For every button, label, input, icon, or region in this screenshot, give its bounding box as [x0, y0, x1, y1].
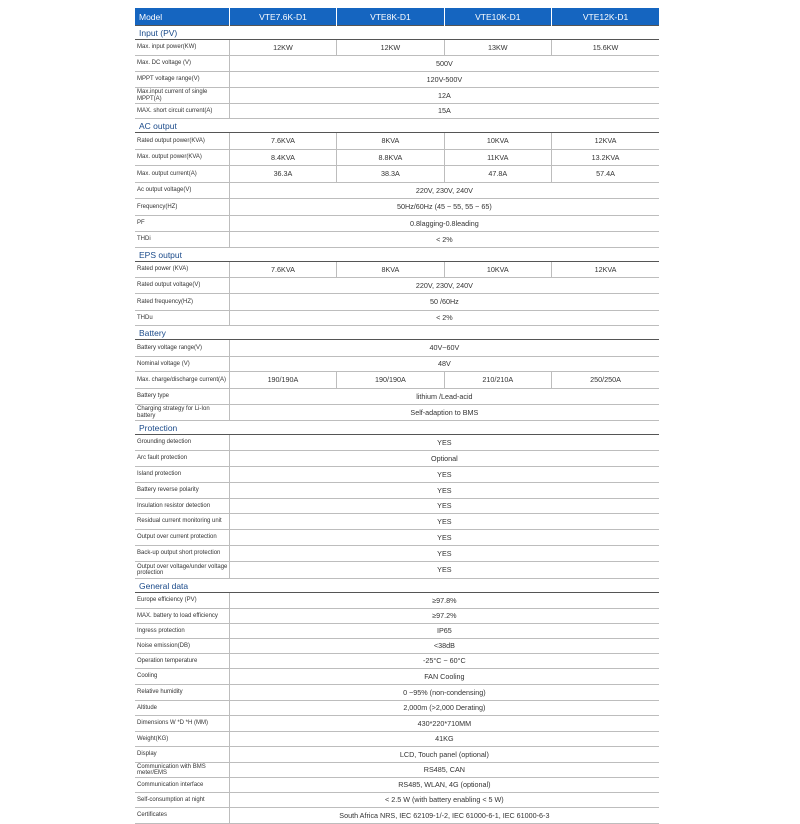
spec-row	[135, 405, 659, 421]
spec-table	[135, 8, 659, 824]
spec-value: YES	[229, 435, 659, 451]
spec-row	[135, 278, 659, 294]
spec-row	[135, 499, 659, 514]
spec-row	[135, 232, 659, 248]
spec-value: 430*220*710MM	[229, 716, 659, 732]
spec-value: 8KVA	[337, 262, 444, 278]
spec-value: Optional	[229, 451, 659, 467]
spec-label: Max. DC voltage (V)	[135, 56, 229, 72]
spec-value: ≥97.8%	[229, 593, 659, 609]
model-vte12k: VTE12K-D1	[552, 8, 659, 26]
spec-value: 0.8lagging-0.8leading	[229, 216, 659, 232]
spec-value: 12KVA	[552, 133, 659, 150]
spec-row	[135, 654, 659, 669]
model-vte8k: VTE8K-D1	[337, 8, 444, 26]
spec-value: 250/250A	[552, 372, 659, 389]
spec-label: Self-consumption at night	[135, 793, 229, 808]
spec-value: RS485, WLAN, 4G (optional)	[229, 778, 659, 793]
spec-value: 13KW	[444, 40, 551, 56]
section-header	[135, 26, 659, 40]
model-label: Model	[135, 8, 229, 26]
spec-label: Relative humidity	[135, 685, 229, 701]
spec-value: 48V	[229, 357, 659, 372]
spec-value: lithium /Lead-acid	[229, 389, 659, 405]
spec-row	[135, 199, 659, 216]
spec-row	[135, 357, 659, 372]
spec-value: YES	[229, 483, 659, 499]
spec-label: Charging strategy for Li-Ion battery	[135, 405, 229, 421]
spec-value: Self-adaption to BMS	[229, 405, 659, 421]
section-title: Protection	[135, 421, 659, 435]
spec-value: 11KVA	[444, 150, 551, 166]
section-header	[135, 119, 659, 133]
header-row	[135, 8, 659, 26]
spec-value: 190/190A	[337, 372, 444, 389]
spec-value: 8.4KVA	[229, 150, 336, 166]
spec-label: Max.input current of single MPPT(A)	[135, 88, 229, 104]
spec-label: Battery voltage range(V)	[135, 340, 229, 357]
section-header	[135, 326, 659, 340]
spec-value: 12KW	[229, 40, 336, 56]
spec-value: 40V~60V	[229, 340, 659, 357]
spec-row	[135, 593, 659, 609]
spec-value: -25°C ~ 60°C	[229, 654, 659, 669]
spec-label: Output over voltage/under voltage protection	[135, 562, 229, 579]
spec-value: 15.6KW	[552, 40, 659, 56]
spec-value: 12KW	[337, 40, 444, 56]
spec-value: < 2%	[229, 232, 659, 248]
spec-row	[135, 72, 659, 88]
spec-row	[135, 808, 659, 824]
spec-label: Operation temperature	[135, 654, 229, 669]
spec-row	[135, 40, 659, 56]
spec-row	[135, 435, 659, 451]
spec-value: < 2%	[229, 311, 659, 326]
spec-value: 15A	[229, 104, 659, 119]
spec-row	[135, 483, 659, 499]
spec-label: Communication interface	[135, 778, 229, 793]
spec-label: MPPT voltage range(V)	[135, 72, 229, 88]
spec-row	[135, 778, 659, 793]
spec-row	[135, 701, 659, 716]
section-title: General data	[135, 579, 659, 593]
spec-row	[135, 530, 659, 546]
spec-row	[135, 669, 659, 685]
spec-row	[135, 624, 659, 639]
section-header	[135, 421, 659, 435]
spec-row	[135, 311, 659, 326]
spec-row	[135, 166, 659, 183]
spec-value: IP65	[229, 624, 659, 639]
spec-row	[135, 747, 659, 763]
spec-value: 7.6KVA	[229, 133, 336, 150]
spec-row	[135, 150, 659, 166]
spec-value: 57.4A	[552, 166, 659, 183]
section-title: EPS output	[135, 248, 659, 262]
spec-label: MAX. short circuit current(A)	[135, 104, 229, 119]
model-vte10k: VTE10K-D1	[444, 8, 551, 26]
spec-value: 10KVA	[444, 262, 551, 278]
spec-label: Communication with BMS meter/EMS	[135, 763, 229, 778]
spec-label: Arc fault protection	[135, 451, 229, 467]
spec-label: Island protection	[135, 467, 229, 483]
spec-value: 13.2KVA	[552, 150, 659, 166]
spec-value: 50Hz/60Hz (45 ~ 55, 55 ~ 65)	[229, 199, 659, 216]
spec-value: 12KVA	[552, 262, 659, 278]
spec-label: Battery type	[135, 389, 229, 405]
spec-row	[135, 451, 659, 467]
spec-value: 50 /60Hz	[229, 294, 659, 311]
spec-value: < 2.5 W (with battery enabling < 5 W)	[229, 793, 659, 808]
spec-label: Max. charge/discharge current(A)	[135, 372, 229, 389]
spec-row	[135, 467, 659, 483]
spec-row	[135, 340, 659, 357]
spec-value: 220V, 230V, 240V	[229, 183, 659, 199]
spec-value: 8KVA	[337, 133, 444, 150]
spec-label: THDu	[135, 311, 229, 326]
section-title: Battery	[135, 326, 659, 340]
spec-value: YES	[229, 514, 659, 530]
spec-value: YES	[229, 499, 659, 514]
spec-row	[135, 56, 659, 72]
spec-row	[135, 216, 659, 232]
spec-row	[135, 609, 659, 624]
spec-row	[135, 562, 659, 579]
spec-label: Max. output power(KVA)	[135, 150, 229, 166]
spec-row	[135, 294, 659, 311]
spec-label: Back-up output short protection	[135, 546, 229, 562]
section-title: AC output	[135, 119, 659, 133]
spec-value: <38dB	[229, 639, 659, 654]
spec-value: South Africa NRS, IEC 62109-1/-2, IEC 61000-6-1, IEC 61000-6-3	[229, 808, 659, 824]
spec-row	[135, 546, 659, 562]
spec-label: Noise emission(DB)	[135, 639, 229, 654]
spec-value: 12A	[229, 88, 659, 104]
section-header	[135, 579, 659, 593]
spec-value: 36.3A	[229, 166, 336, 183]
spec-label: Rated output voltage(V)	[135, 278, 229, 294]
spec-value: 7.6KVA	[229, 262, 336, 278]
spec-row	[135, 104, 659, 119]
spec-value: 10KVA	[444, 133, 551, 150]
spec-label: Residual current monitoring unit	[135, 514, 229, 530]
spec-row	[135, 262, 659, 278]
spec-label: Rated power (KVA)	[135, 262, 229, 278]
spec-value: 220V, 230V, 240V	[229, 278, 659, 294]
spec-row	[135, 732, 659, 747]
spec-label: Rated frequency(HZ)	[135, 294, 229, 311]
spec-label: Battery reverse polarity	[135, 483, 229, 499]
spec-row	[135, 514, 659, 530]
spec-row	[135, 133, 659, 150]
spec-label: Rated output power(KVA)	[135, 133, 229, 150]
spec-row	[135, 183, 659, 199]
spec-row	[135, 685, 659, 701]
spec-row	[135, 639, 659, 654]
spec-label: Altitude	[135, 701, 229, 716]
spec-label: Output over current protection	[135, 530, 229, 546]
model-vte7-6k: VTE7.6K-D1	[229, 8, 336, 26]
spec-label: Max. input power(KW)	[135, 40, 229, 56]
spec-value: 38.3A	[337, 166, 444, 183]
spec-label: Certificates	[135, 808, 229, 824]
spec-row	[135, 793, 659, 808]
spec-label: Frequency(HZ)	[135, 199, 229, 216]
spec-label: Grounding detection	[135, 435, 229, 451]
spec-value: 0 ~95% (non-condensing)	[229, 685, 659, 701]
spec-value: YES	[229, 546, 659, 562]
spec-sheet	[135, 8, 659, 824]
spec-value: 190/190A	[229, 372, 336, 389]
spec-label: MAX. battery to load efficiency	[135, 609, 229, 624]
spec-value: LCD, Touch panel (optional)	[229, 747, 659, 763]
spec-row	[135, 389, 659, 405]
spec-value: YES	[229, 467, 659, 483]
spec-value: 500V	[229, 56, 659, 72]
spec-label: Dimensions W *D *H (MM)	[135, 716, 229, 732]
section-header	[135, 248, 659, 262]
spec-label: Insulation resistor detection	[135, 499, 229, 514]
spec-value: YES	[229, 530, 659, 546]
spec-row	[135, 716, 659, 732]
spec-value: 47.8A	[444, 166, 551, 183]
spec-label: Weight(KG)	[135, 732, 229, 747]
spec-row	[135, 372, 659, 389]
spec-label: Ac output voltage(V)	[135, 183, 229, 199]
spec-value: FAN Cooling	[229, 669, 659, 685]
spec-value: 2,000m (>2,000 Derating)	[229, 701, 659, 716]
spec-label: THDi	[135, 232, 229, 248]
spec-value: YES	[229, 562, 659, 579]
spec-value: 210/210A	[444, 372, 551, 389]
spec-label: Ingress protection	[135, 624, 229, 639]
spec-value: ≥97.2%	[229, 609, 659, 624]
spec-row	[135, 763, 659, 778]
spec-label: Max. output current(A)	[135, 166, 229, 183]
spec-label: Display	[135, 747, 229, 763]
spec-label: Nominal voltage (V)	[135, 357, 229, 372]
spec-row	[135, 88, 659, 104]
section-title: Input (PV)	[135, 26, 659, 40]
spec-value: 8.8KVA	[337, 150, 444, 166]
spec-label: Cooling	[135, 669, 229, 685]
spec-label: PF	[135, 216, 229, 232]
spec-value: RS485, CAN	[229, 763, 659, 778]
spec-value: 41KG	[229, 732, 659, 747]
spec-value: 120V-500V	[229, 72, 659, 88]
spec-label: Europe efficiency (PV)	[135, 593, 229, 609]
